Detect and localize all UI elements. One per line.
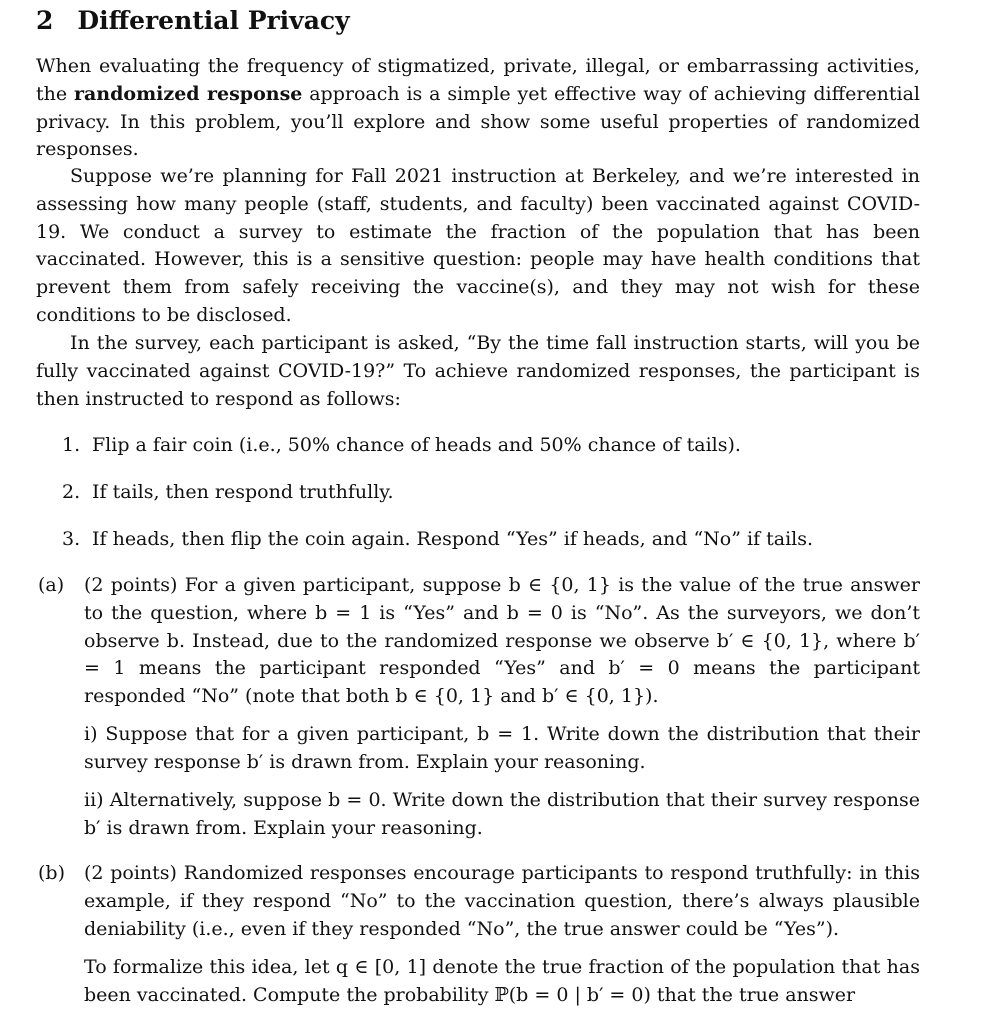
list-text: Flip a fair coin (i.e., 50% chance of heads and 50% chance of tails). — [92, 434, 741, 456]
intro-paragraph-2: Suppose we’re planning for Fall 2021 instruction at Berkeley, and we’re interested in assessing how many people (staff, students, and faculty) been vaccinated against COVID-19. We conduct a survey to estimate the fraction of the population that has been vaccinated. However, this is a sensitive question: people may have health conditions that prevent them from safely receiving the vaccine(s), and they may not wish for these conditions to be disclosed. — [36, 165, 920, 326]
part-b-text-2: To formalize this idea, let q ∈ [0, 1] denote the true fraction of the population that has been vaccinated. Compute the probability ℙ(b = 0 | b′ = 0) that the true answer — [84, 956, 920, 1006]
section-heading — [36, 6, 350, 35]
list-item — [62, 432, 920, 460]
part-b-text: (2 points) Randomized responses encourage participants to respond truthfully: in this example, if they respond “No” to the vaccination question, there’s always plausible deniability (i.e., even if they responded “No”, the true answer could be “Yes”). — [84, 862, 920, 940]
list-item — [62, 526, 920, 554]
part-b-label: (b) — [38, 862, 65, 884]
section-title: Differential Privacy — [77, 6, 350, 35]
list-number: 3. — [62, 528, 81, 550]
list-item — [62, 479, 920, 507]
intro-paragraph-3: In the survey, each participant is asked, “By the time fall instruction starts, will you be fully vaccinated against COVID-19?” To achieve randomized responses, the participant is then instructed to respond as follows: — [36, 332, 920, 410]
part-a-subquestion-i: i) Suppose that for a given participant, b = 1. Write down the distribution that their survey response b′ is drawn from. Explain your reasoning. — [84, 723, 920, 773]
section-number: 2 — [36, 6, 54, 35]
part-a-text: (2 points) For a given participant, suppose b ∈ {0, 1} is the value of the true answer to the question, where b = 1 is “Yes” and b = 0 is “No”. As the surveyors, we don’t observe b. Instead, due to the randomized response we observe b′ ∈ {0, 1}, where b′ = 1 means the participant responded “Yes” and b′ = 0 means the participant responded “No” (note that both b ∈ {0, 1} and b′ ∈ {0, 1}). — [84, 574, 920, 708]
part-a-subquestion-ii: ii) Alternatively, suppose b = 0. Write down the distribution that their survey response b′ is drawn from. Explain your reasoning. — [84, 789, 920, 839]
part-a-label: (a) — [38, 574, 65, 596]
list-text: If heads, then flip the coin again. Respond “Yes” if heads, and “No” if tails. — [92, 528, 814, 550]
list-text: If tails, then respond truthfully. — [92, 481, 394, 503]
list-number: 1. — [62, 434, 81, 456]
bold-term: randomized response — [73, 82, 303, 105]
intro-paragraph-1: When evaluating the frequency of stigmatized, private, illegal, or embarrassing activities, the randomized response approach is a simple yet effective way of achieving differential privacy. In this problem, you’ll explore and show some useful properties of randomized responses. — [36, 55, 920, 161]
list-number: 2. — [62, 481, 81, 503]
